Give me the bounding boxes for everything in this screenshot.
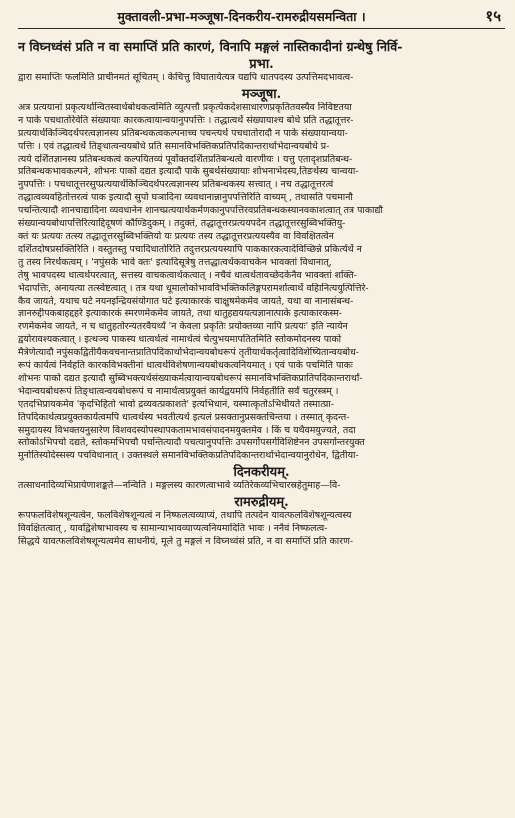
- text-line: ज्ञानरुद्दीपकबाहद्दहरे इत्याकारकं स्मरणमेकमेव जायते, तथा धातुहद्यययत्यज्ञानात्पाके इत्याकारकस्म-: [18, 308, 342, 320]
- text-line: तु तस्य निरर्थकत्वम् । 'नपुंसके भावे क्तः' इत्यादिसूत्रेषु तत्तद्धात्वर्थकवाचकेन भावक्तां विधानात्,: [18, 256, 332, 268]
- text-line: रूपं कार्यत्वं निर्वहति कारकविभक्तीनां धात्वर्थविशेषणान्वयबोधकत्वनियमात् । एवं पाके पचमिति पाकः: [18, 360, 353, 372]
- text-line: मुनोतिस्योदेस्सस्य पचविधानात् । उक्तस्थले समानविभक्तिकप्रतिपदिकान्तरार्थाभेदान्वयानुरोधेन, द्वितीया-: [18, 450, 359, 462]
- prabha-body: [18, 72, 505, 85]
- page-number: १५: [485, 7, 501, 25]
- text-line: द्वारा समाप्तिः फलमिति प्राचीनमतं सूचितम् । केचित्तु विघातायेत्यत्र यद्यपि धातपदस्य उत्पत्तिमदभावत्व-: [18, 72, 354, 83]
- text-line: रूपफलविशेषशून्यत्वेन, फलविशेषशून्यत्वं न निष्फलत्वव्याप्यं, तथापि तत्पदेन यावत्फलविशेषशून्यत्वस्य: [18, 510, 352, 522]
- text-line: एतदभिप्रायकमेव 'कृदभिहितो भावो द्रव्यवत्प्रकाशते' इत्यभिधानं, यस्मात्कृतोऽभिधीयते तस्मात्प्रा-: [18, 398, 334, 410]
- text-line: विवक्षितत्वात् , यावद्विशेषाभावस्य च सामान्याभावव्याप्यत्वनियमादिति भावः । ननैवं निष्फलत्व-: [18, 523, 328, 535]
- text-line: प्रतिबन्धकभावकल्पने, शोभनः पाको दद्यत इत्यादौ पाके सुबर्थसंख्यायाः शोभनाभेदस्य,तिङर्थस्य चान्वया-: [18, 166, 359, 178]
- text-line: सिद्धये यावत्फलविशेषशून्यत्वमेव साधनीयं, मूले तु मङ्गलं न विघ्नध्वंसं प्रति, न वा समाप्तिं प्रति कारण-: [18, 536, 354, 547]
- text-line: तेषु भावपदस्य धात्वर्थपरत्वात्, सत्तस्य वाचकत्वार्थकत्वात् । नचैवं धात्वर्थतावच्छेदकेनैव भावक्तां शक्ति-: [18, 269, 357, 281]
- text-line: शोभनः पाको दद्यत इत्यादौ सुब्विभक्त्यर्थसंख्याकर्मत्वायान्वयबोधरूपं समानविभक्तिकप्रातिपदिकान्तरार्थां-: [18, 372, 363, 384]
- text-line: पचन्तित्यादौ शानचाद्यादिना व्यवधानेन शानच्प्रत्ययार्थकर्मणकानुपपत्तिरवप्रतिबन्धकस्यानवकाशत्वात् तत्र पाकाद्यौ: [18, 205, 383, 217]
- text-line: दर्शितदोषप्रसक्तिरिति । वस्तुतस्तु पचादिधातोरिति तदुत्तरप्रत्ययस्यापि पाककारकत्वादेविच्छिन्ने प्रकिर्त्यर्थे न: [18, 243, 362, 255]
- text-line: द्वयोरावश्यकत्वात् । इत्थञ्च पाकस्य धात्वर्थत्वं नामार्थत्वं चेत्युभयमापतितमिति स्तोकमोदनस्य पाको: [18, 334, 342, 346]
- text-line: कैव जायते, यथाच घटे नयनइन्द्रियसंयोगात घटे इत्याकारकं चाक्षुषमेकमेव जायते, यथा वा नानासंबन्ध-: [18, 295, 354, 307]
- text-line: रणमेकमेव जायते, न च धातुहतोरन्यतरवैयर्थ्यं 'न केवला प्रकृतिः प्रयोक्तव्या नापि प्रत्ययः' इति न्यायेन: [18, 321, 348, 333]
- text-line: समुदायस्य विभक्तयनुसारेण विशवदस्योपस्थापकतामभावसंपादनमयुक्तमेव । किं च यथैवमयुज्यते, तदा: [18, 424, 356, 436]
- prabha-heading: प्रभा.: [249, 57, 274, 72]
- text-line: तद्धात्वव्यवहितोत्तरत्वं पाक इत्यादौ सुपो घञादिना व्यवधानान्नानुपपत्तिरिति वाच्यम् , तथासति पचमानौ: [18, 192, 353, 204]
- dinakari-body: [18, 480, 505, 493]
- text-line: भेदान्वयबोधरूपं तिङ्धात्वन्वयबोधरूपं च नामार्थत्वप्रयुक्तं कार्यद्वयमपि निर्वहतीति सर्वं चतुरस्त्रम् ।: [18, 385, 339, 397]
- text-line: भेदापत्तिः, अनायत्या तत्स्वेष्टत्वात् । तत्र यथा धूमालोकोभावविभक्तिकलिङ्गपरामर्शात्वार्थे वहिानित्ययुत्पित्तिरे-: [18, 282, 369, 294]
- text-line: पत्तिः । एवं तद्धात्वर्थे तिङ्धात्वन्वयबोधे प्रति समानविभक्तिकप्रतिपदिकान्तरार्थाभेदान्वयबोधे प्र-: [18, 140, 330, 152]
- text-line: संख्यान्वयबोधापत्तिरित्याद्दिदूषणं कौण्डिदुकम् । तदुक्तं, तद्धातूत्तरप्रत्ययपदेन तद्धातूत्तरसुब्विभक्तियु-: [18, 218, 346, 230]
- manjusha-heading: मञ्जूषा.: [241, 86, 282, 102]
- page-header: [18, 6, 505, 29]
- text-line: स्तोकोऽभिपचो दद्यते, स्तोकमभिपचौ पचन्तित्यादौ पचत्यानुपपत्तिः उपसर्गोपसर्गविशिष्टेनन उपसर्गान्तरयुक्त: [18, 437, 365, 449]
- text-line: मैत्रेणेत्यादौ नपुंसकद्वितीयैकवचनान्तप्रातिपदिकार्थाभेदान्वयबोधरूपं तृतीयार्थकर्तृत्वादिविशेष्यितान्वयबोध-: [18, 347, 359, 359]
- text-line: नुपपत्तिः । पचधातूत्तरसुप्प्रत्ययार्थकिञ्चिदर्थपरत्वज्ञानस्य प्रतिबन्धकस्य सत्त्वात् । नच तद्धातूत्तरत्वं: [18, 179, 334, 191]
- dinakari-heading: दिनकरीयम्.: [233, 465, 290, 481]
- text-line: न पाके पचधातोरेवेति संख्यायाः कारकत्वायान्वयानुपपत्तिः । तद्धात्वर्थे संख्यायाश्च बोधे प्रति तद्धातूत्तर-: [18, 114, 354, 126]
- text-line: तत्साधनादिव्यभिप्रायेणाशङ्कते—नन्विति । मङ्गलस्य कारणत्वाभावे व्यतिरेकव्यभिचारस्रहेतुमाह—वि-: [18, 480, 341, 492]
- running-title: मुक्तावली-प्रभा-मञ्जूषा-दिनकरीय-रामरुद्रीयसमन्विता ।: [117, 9, 366, 24]
- text-line: क्तं यः प्रत्ययः तत्स्य तद्धातूत्तरसुब्विभक्तियो यः प्रत्ययः तस्य तद्धातूत्तरप्रत्ययस्यैव वा विवक्षितत्वेन: [18, 230, 334, 242]
- text-line: तिपदिकार्थत्वप्रयुक्तकार्यत्वमपि धात्वर्थस्य भवतीत्यर्थ इत्यलं प्रसक्तानुप्रसक्तचिन्तया । तस्मात् कृदन्त-: [18, 411, 350, 423]
- manjusha-body: [18, 102, 505, 463]
- ramarudri-heading: रामरुद्रीयम्.: [234, 495, 289, 511]
- ramarudri-body: [18, 510, 505, 549]
- text-line: अत्र प्रत्ययानां प्रकृत्यर्थान्वितस्वार्थबोधकत्वमिति व्युत्पत्तौ प्रकृत्येकदेशसाधारणप्रकृतितवस्यैव निविष्टतया: [18, 101, 352, 113]
- text-line: प्रत्ययार्थकिञ्चिदर्थपरत्वज्ञानस्य प्रतिबन्धकत्वकल्पनाच्च पचन्त्यर्थ पचधातोरादौ न पाके संख्यायान्वया-: [18, 127, 348, 139]
- text-line: त्यये दर्शितज्ञानस्य प्रतिबन्धकत्वं कल्पयितव्यं पूर्वोक्तदर्शितप्रतिबन्धत्वे वारणीयः । यत्तु एतादृशप्रतिबन्ध-: [18, 153, 353, 165]
- mula-text-line: न विघ्नध्वंसं प्रति न वा समाप्तिं प्रति कारणं, विनापि मङ्गलं नास्तिकादीनां ग्रन्थेषु निर्वि-: [18, 39, 403, 54]
